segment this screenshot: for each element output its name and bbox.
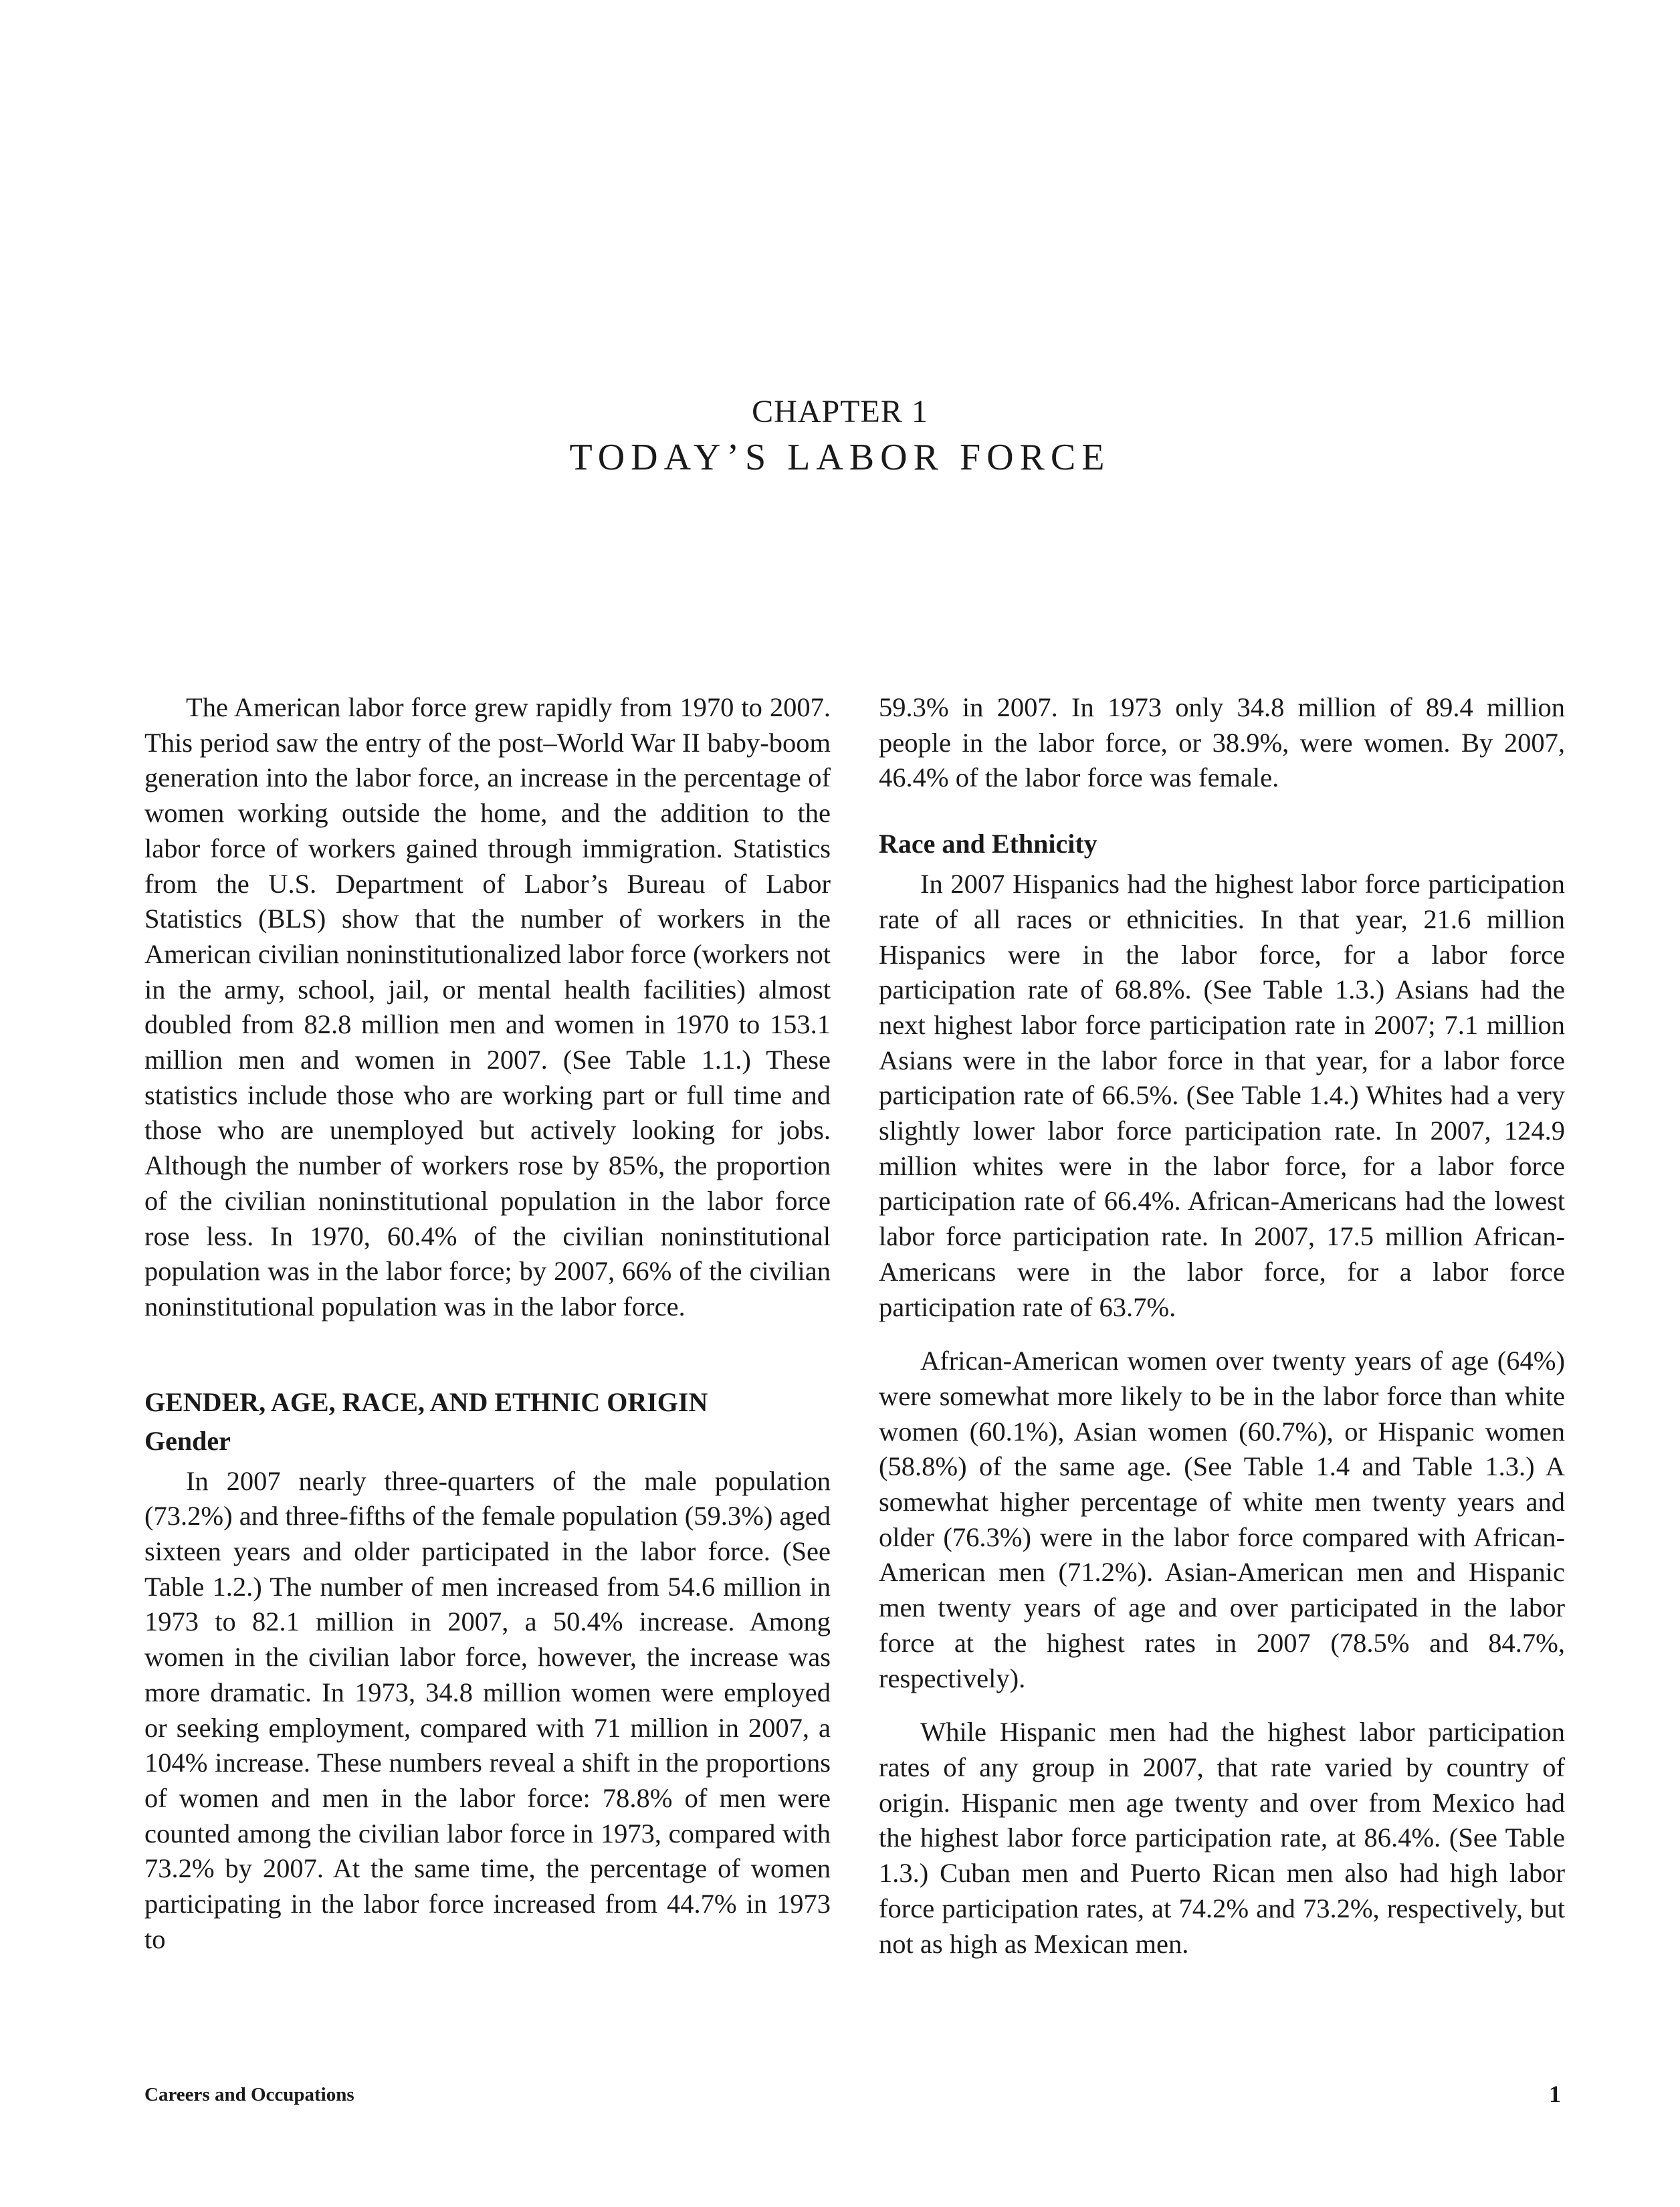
- intro-paragraph: The American labor force grew rapidly from 1970 to 2007. This period saw the entry of the post–World War II baby-boom generation into the labor force, an increase in the percentage of women working outside the home, and the addition to the labor force of workers gained through immigration. Statistics from the U.S. Department of Labor’s Bureau of Labor Statistics (BLS) show that the number of workers in the American civilian noninstitutionalized labor force (workers not in the army, school, jail, or mental health facilities) almost doubled from 82.8 million men and women in 1970 to 153.1 million men and women in 2007. (See Table 1.1.) These statistics include those who are working part or full time and those who are unemployed but actively looking for jobs. Although the number of workers rose by 85%, the proportion of the civilian noninstitutional population in the labor force rose less. In 1970, 60.4% of the civilian noninstitutional population was in the labor force; by 2007, 66% of the civilian noninstitutional population was in the labor force.: [144, 692, 831, 1322]
- chapter-title: TODAY’S LABOR FORCE: [569, 437, 1111, 478]
- gender-heading: Gender: [144, 1425, 231, 1456]
- section-heading: GENDER, AGE, RACE, AND ETHNIC ORIGIN: [144, 1386, 708, 1417]
- gender-paragraph: In 2007 nearly three-quarters of the male population (73.2%) and three-fifths of the female population (59.3%) aged sixteen years and older participated in the labor force. (See Table 1.2.) The number of men increased from 54.6 million in 1973 to 82.1 million in 2007, a 50.4% increase. Among women in the civilian labor force, however, the increase was more dramatic. In 1973, 34.8 million women were employed or seeking employment, compared with 71 million in 2007, a 104% increase. These numbers reveal a shift in the proportions of women and men in the labor force: 78.8% of men were counted among the civilian labor force in 1973, compared with 73.2% by 2007. At the same time, the percentage of women participating in the labor force increased from 44.7% in 1973 to: [144, 1465, 831, 1954]
- gender-paragraph-continued: 59.3% in 2007. In 1973 only 34.8 million of 89.4 million people in the labor force, or 38.9%, were women. By 2007, 46.4% of the labor force was female.: [879, 692, 1565, 793]
- chapter-label: CHAPTER 1: [752, 394, 928, 429]
- left-column: [144, 690, 831, 1958]
- footer-book-title: Careers and Occupations: [144, 2084, 354, 2105]
- race-paragraph-1: In 2007 Hispanics had the highest labor force participation rate of all races or ethnicities. In that year, 21.6 million Hispanics were in the labor force, for a labor force participation rate of 68.8%. (See Table 1.3.) Asians had the next highest labor force participation rate in 2007; 7.1 million Asians were in the labor force in that year, for a labor force participation rate of 66.5%. (See Table 1.4.) Whites had a very slightly lower labor force participation rate. In 2007, 124.9 million whites were in the labor force, for a labor force participation rate of 66.4%. African-Americans had the lowest labor force participation rate. In 2007, 17.5 million African-Americans were in the labor force, for a labor force participation rate of 63.7%.: [879, 869, 1565, 1322]
- race-paragraph-3: While Hispanic men had the highest labor participation rates of any group in 2007, that rate varied by country of origin. Hispanic men age twenty and over from Mexico had the highest labor force participation rate, at 86.4%. (See Table 1.3.) Cuban men and Puerto Rican men also had high labor force participation rates, at 74.2% and 73.2%, respectively, but not as high as Mexican men.: [879, 1717, 1565, 1959]
- footer-page-number: 1: [1549, 2081, 1561, 2107]
- race-paragraph-2: African-American women over twenty years of age (64%) were somewhat more likely to be in the labor force than white women (60.1%), Asian women (60.7%), or Hispanic women (58.8%) of the same age. (See Table 1.4 and Table 1.3.) A somewhat higher percentage of white men twenty years and older (76.3%) were in the labor force compared with African-American men (71.2%). Asian-American men and Hispanic men twenty years of age and over participated in the labor force at the highest rates in 2007 (78.5% and 84.7%, respectively).: [879, 1346, 1565, 1693]
- right-column: [879, 690, 1565, 1962]
- race-ethnicity-heading: Race and Ethnicity: [879, 829, 1097, 859]
